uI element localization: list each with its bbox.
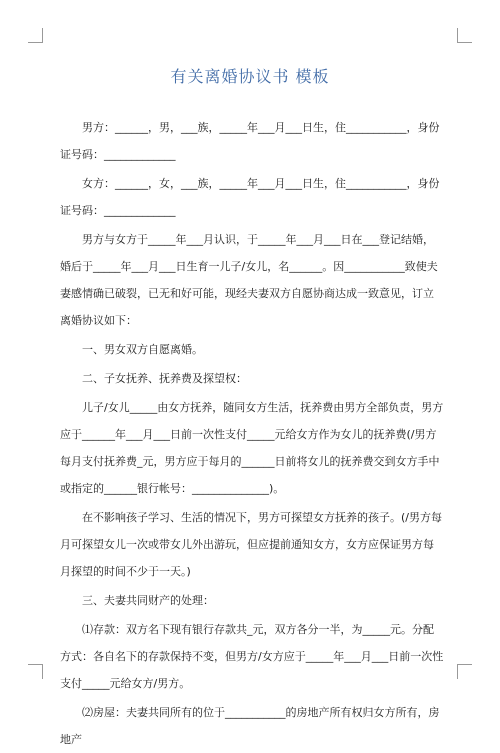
paragraph-male-party: 男方：______，男，___族，_____年___月___日生，住___________，身份证号码：_____________ [60, 121, 440, 161]
paragraph-child-support: 儿子/女儿_____由女方抚养，随同女方生活，抚养费由男方全部负责，男方应于______年___月___日前一次性支付_____元给女方作为女儿的抚养费(/男方每月支付抚养费_元，男方应于每月的______日前将女儿的抚养费交到女方手中或指定的______银行帐号：______________)。 [60, 401, 444, 495]
paragraph-marriage-background: 男方与女方于_____年___月认识，于_____年___月___日在___登记结婚，婚后于_____年___月___日生育一儿子/女儿，名______。因___________致使夫妻感情确已破裂，已无和好可能，现经夫妻双方自愿协商达成一致意见，订立离婚协议如下： [60, 233, 438, 327]
document-title: 有关离婚协议书 模板 [170, 67, 330, 86]
paragraph-female-party: 女方：______，女，___族，_____年___月___日生，住___________，身份证号码：_____________ [60, 177, 440, 217]
crop-mark-top-right [457, 28, 472, 43]
paragraph-deposits: ⑴存款：双方名下现有银行存款共_元，双方各分一半，为_____元。分配方式：各自名下的存款保持不变，但男方/女方应于_____年___月___日前一次性支付_____元给女方/男方。 [60, 623, 444, 690]
crop-mark-bottom-right [457, 664, 472, 679]
paragraph-visitation: 在不影响孩子学习、生活的情况下，男方可探望女方抚养的孩子。(/男方每月可探望女儿一次或带女儿外出游玩，但应提前通知女方，女方应保证男方每月探望的时间不少于一天。) [60, 511, 442, 578]
document-body [60, 114, 444, 753]
paragraph-clause-2-heading: 二、子女抚养、抚养费及探望权： [82, 372, 247, 385]
crop-mark-bottom-left [28, 664, 43, 679]
crop-mark-top-left [28, 28, 43, 43]
paragraph-house: ⑵房屋：夫妻共同所有的位于___________的房地产所有权归女方所有，房地产 [60, 706, 440, 746]
paragraph-clause-3-heading: 三、夫妻共同财产的处理： [82, 594, 214, 607]
paragraph-clause-1: 一、男女双方自愿离婚。 [82, 343, 203, 356]
